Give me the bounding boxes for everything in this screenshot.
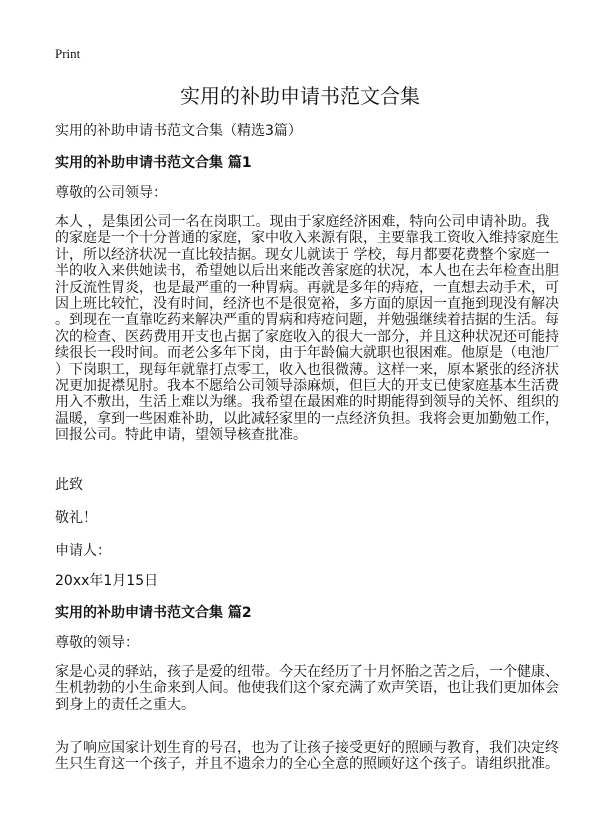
section-heading-2: 实用的补助申请书范文合集 篇2 [55, 605, 252, 621]
text-line: 到身上的责任之重大。 [55, 696, 195, 713]
regards: 敬礼！ [55, 510, 97, 526]
applicant: 申请人： [55, 543, 111, 559]
text-line: 为了响应国家计划生育的号召，也为了让孩子接受更好的照顾与教育，我们决定终 [55, 740, 559, 756]
salutation-2: 尊敬的领导： [55, 635, 139, 651]
text-line: 的家庭是一个十分普通的家庭，家中收入来源有限，主要靠我工资收入维持家庭生 [55, 230, 559, 247]
text-line: 生机勃勃的小生命来到人间。他使我们这个家充满了欢声笑语，也让我们更加体会 [55, 680, 559, 697]
text-line: 温暖，拿到一些困难补助，以此减轻家里的一点经济负担。我将会更加勤勉工作， [55, 410, 559, 427]
text-line: 因上班比较忙，没有时间，经济也不是很宽裕，多方面的原因一直拖到现没有解决 [55, 295, 559, 312]
text-line: 用入不敷出，生活上难以为继。我希望在最困难的时期能得到领导的关怀、组织的 [55, 394, 559, 411]
text-line: 生只生育这一个孩子，并且不遗余力的全心全意的照顾好这个孩子。请组织批准。 [55, 756, 559, 773]
text-line: 回报公司。特此申请，望领导核查批准。 [55, 427, 307, 444]
document-title: 实用的补助申请书范文合集 [180, 84, 420, 108]
print-label: Print [55, 46, 81, 61]
closing: 此致 [55, 477, 83, 493]
text-line: ）下岗职工，现每年就靠打点零工，收入也很微薄。这样一来，原本紧张的经济状 [55, 361, 559, 378]
subtitle: 实用的补助申请书范文合集（精选3篇） [55, 123, 302, 139]
text-line: 。到现在一直靠吃药来解决严重的胃病和痔疮问题，并勉强继续着拮据的生活。每 [55, 312, 559, 329]
paragraph-1 [55, 214, 559, 443]
text-line: 半的收入来供她读书，希望她以后出来能改善家庭的状况，本人也在去年检查出胆 [55, 263, 559, 280]
text-line: 续很长一段时间。而老公多年下岗，由于年龄偏大就职也很困难。他原是（电池厂 [55, 345, 559, 362]
paragraph-3 [55, 740, 559, 773]
date: 20xx年1月15日 [55, 573, 159, 589]
section-heading-1: 实用的补助申请书范文合集 篇1 [55, 155, 252, 171]
text-line: 计，所以经济状况一直比较拮据。现女儿就读于 学校，每月都要花费整个家庭一 [55, 246, 550, 263]
text-line: 汁反流性胃炎，也是最严重的一种胃病。再就是多年的痔疮，一直想去动手术，可 [55, 279, 559, 296]
paragraph-2 [55, 664, 559, 713]
salutation-1: 尊敬的公司领导： [55, 185, 167, 201]
text-line: 本人 ，是集团公司一名在岗职工。现由于家庭经济困难，特向公司申请补助。我 [55, 214, 550, 230]
text-line: 况更加捉襟见肘。我本不愿给公司领导添麻烦，但巨大的开支已使家庭基本生活费 [55, 377, 559, 394]
text-line: 次的检查、医药费用开支也占据了家庭收入的很大一部分，并且这种状况还可能持 [55, 328, 559, 345]
text-line: 家是心灵的驿站，孩子是爱的纽带。今天在经历了十月怀胎之苦之后，一个健康、 [55, 664, 559, 680]
